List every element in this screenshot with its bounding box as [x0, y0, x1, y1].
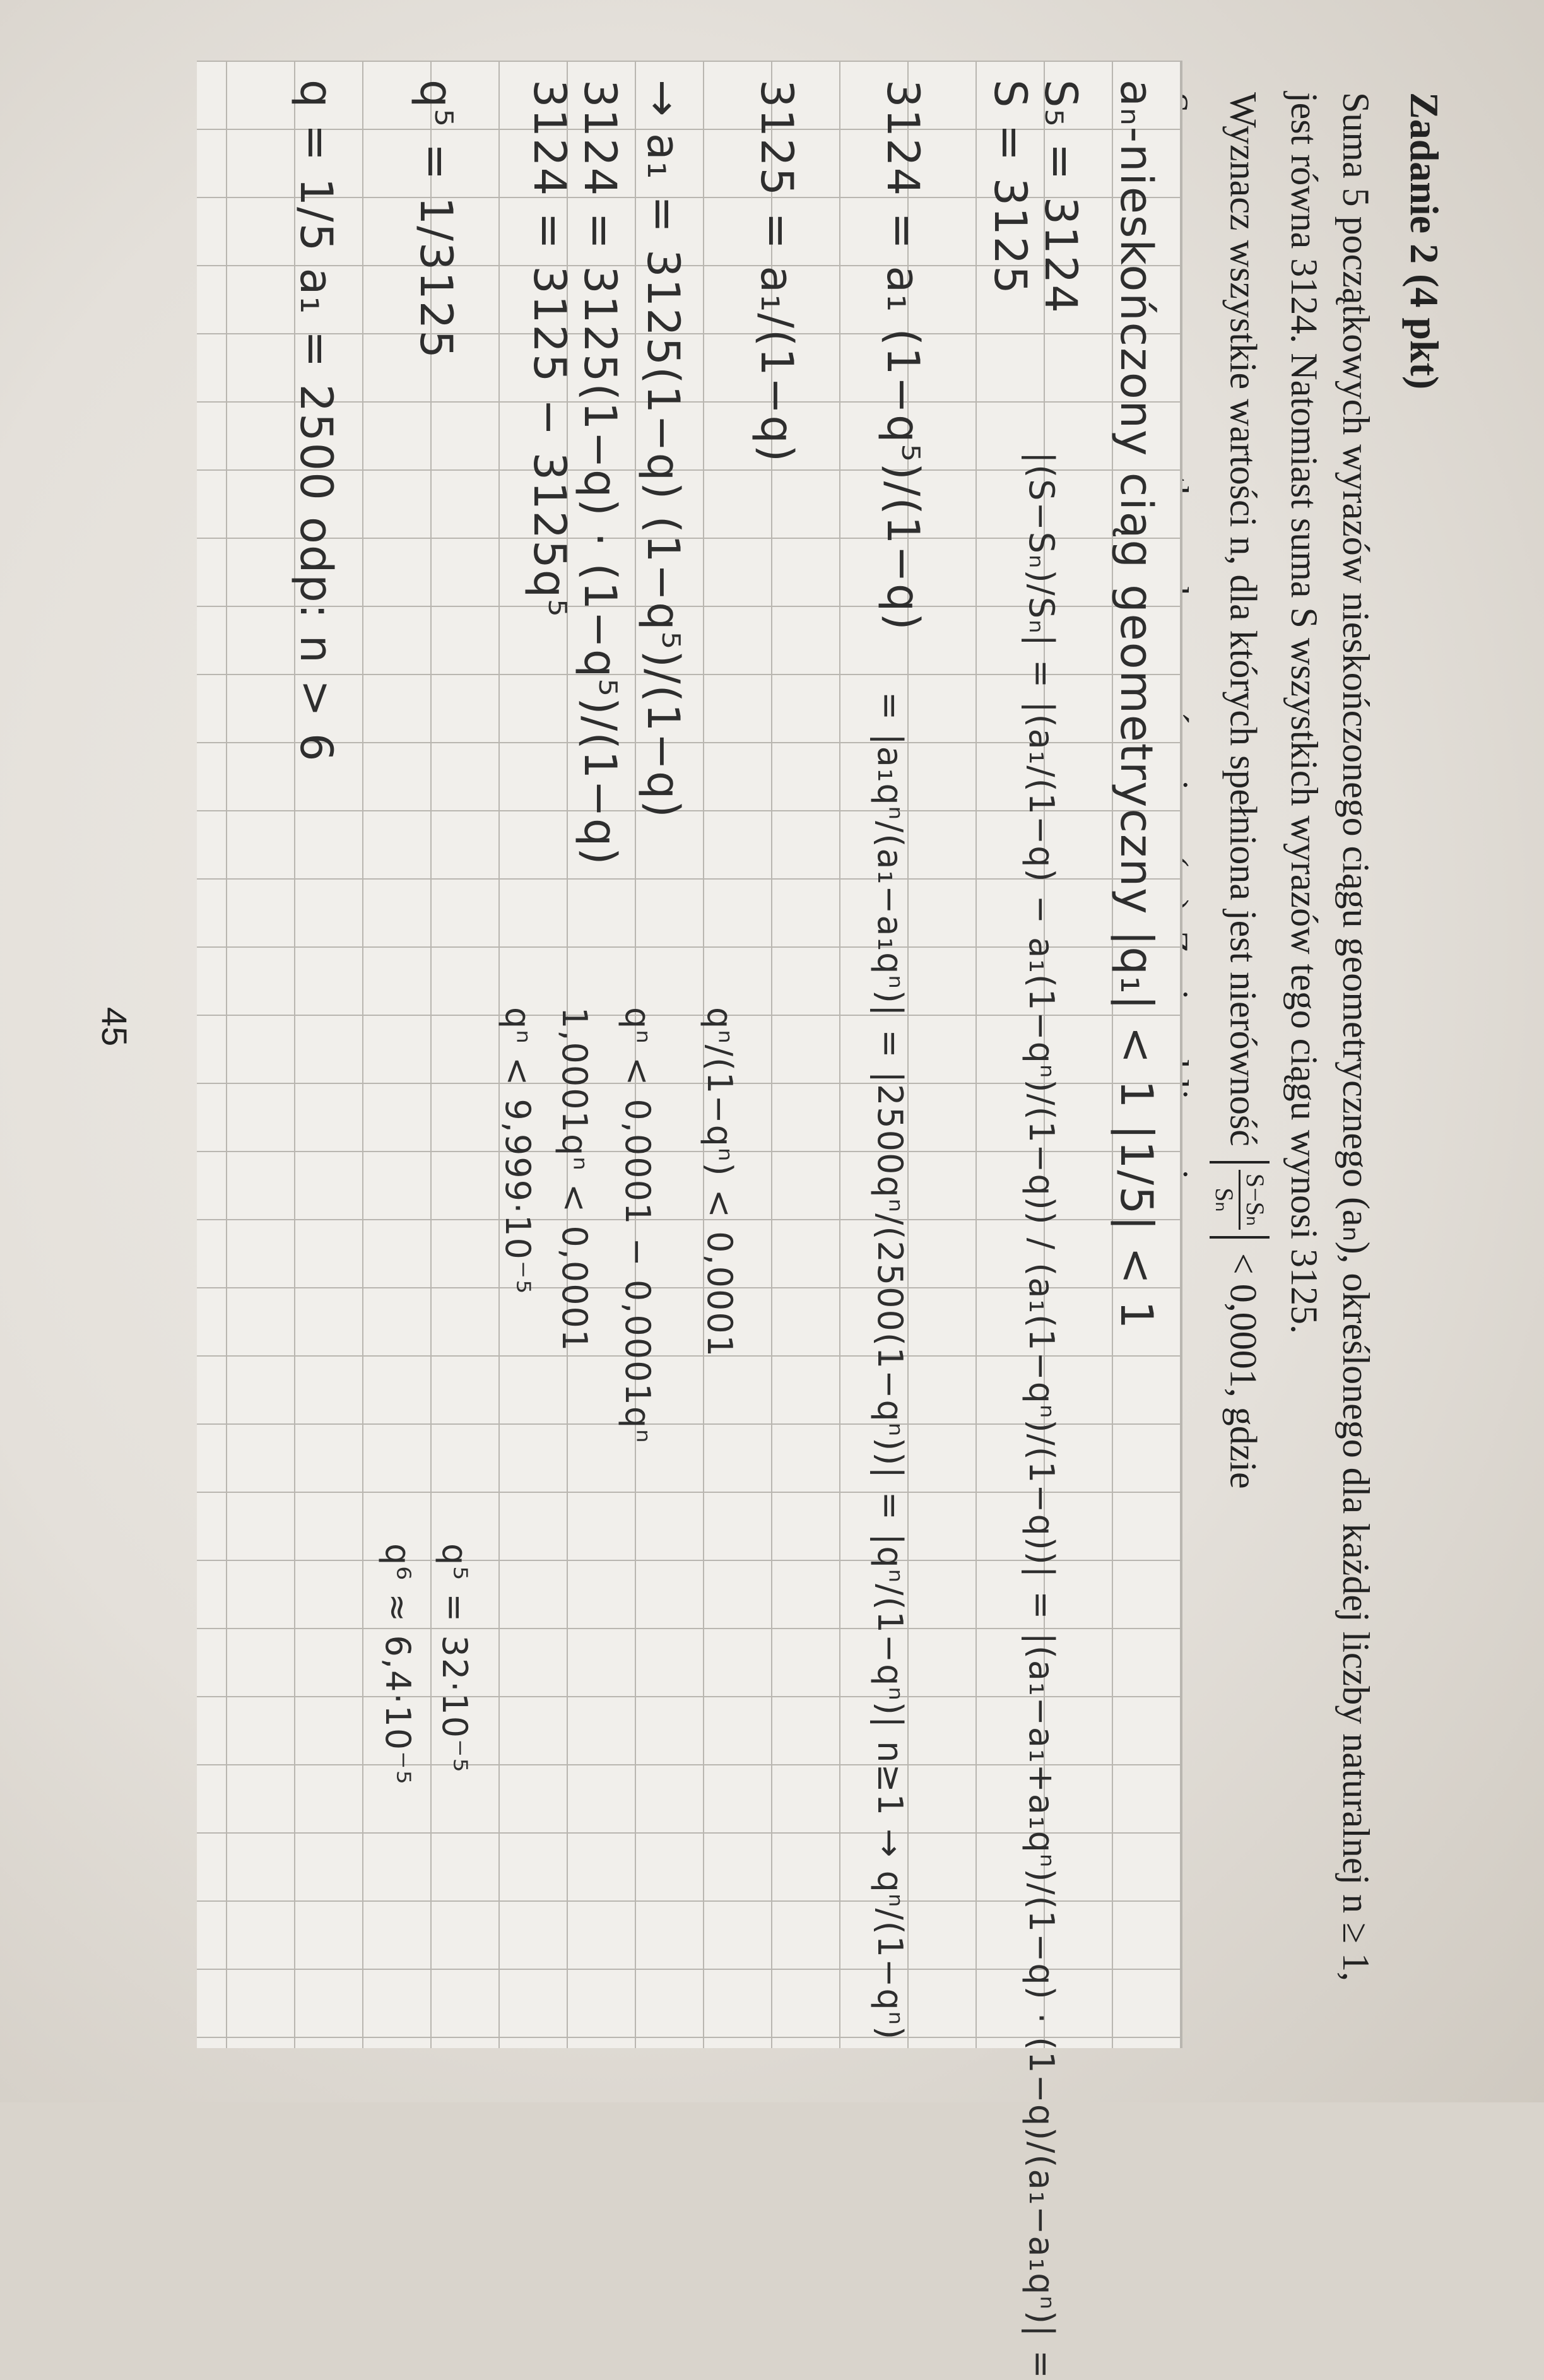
hw-line-12: 3124 = 3125 − 3125q⁵	[524, 80, 575, 618]
inequality-fraction	[1210, 1161, 1270, 1239]
hw-line-13: 1,0001qⁿ < 0,0001	[555, 1007, 594, 1352]
hw-line-10: 3124 = 3125(1−q) · (1−q⁵)/(1−q)	[574, 80, 626, 866]
task-paragraph-2-start: Wyznacz wszystkie wartości n, dla których spełniona jest nierówność	[1222, 92, 1264, 1146]
hw-line-9: qⁿ/(1−qⁿ) < 0,0001	[700, 1007, 740, 1358]
task-title: Zadanie 2 (4 pkt)	[1401, 92, 1447, 2017]
hw-line-6: = |a₁qⁿ/(a₁−a₁qⁿ)| = |2500qⁿ/(2500(1−qⁿ))| = |qⁿ/(1−qⁿ)| n≥1 → qⁿ/(1−qⁿ)	[870, 692, 910, 2041]
page-number: 45	[94, 1007, 135, 1046]
hw-line-18: q = 1/5 a₁ = 2500 odp: n > 6	[290, 80, 342, 763]
hw-line-17: q⁶ ≈ 6,4·10⁻⁵	[378, 1543, 418, 1785]
task-paragraph-1: Suma 5 początkowych wyrazów nieskończonego ciągu geometrycznego (aₙ), określonego dla każdej liczby naturalnej n ≥ 1, jest równa 3124. Natomiast suma S wszystkich wyrazów tego ciągu wynosi 3125.	[1278, 92, 1382, 2017]
task-paragraph-2-end: < 0,0001, gdzie	[1222, 1253, 1264, 1489]
answer-grid	[197, 61, 1182, 2048]
textbook-page	[21, 23, 1523, 2080]
hw-line-16: q⁵ = 32·10⁻⁵	[435, 1543, 474, 1773]
hw-line-3: S = 3125	[984, 80, 1036, 295]
inequality-numerator: S−Sₙ	[1239, 1170, 1270, 1230]
hw-line-15: q⁵ = 1/3125	[410, 80, 462, 360]
hw-line-8: → a₁ = 3125(1−q) (1−q⁵)/(1−q)	[637, 80, 689, 819]
hw-line-4: |(S−Sₙ)/Sₙ| = |(a₁/(1−q) − a₁(1−qⁿ)/(1−q)) / (a₁(1−qⁿ)/(1−q))| = |(a₁−a₁+a₁qⁿ)/(1−q) · (1−q)/(a₁−a₁qⁿ)| =	[1022, 452, 1061, 2380]
hw-line-11: qⁿ < 0,0001 − 0,0001qⁿ	[618, 1007, 657, 1444]
hw-line-2: S₅ = 3124	[1035, 80, 1087, 314]
hw-line-7: 3125 = a₁/(1−q)	[751, 80, 803, 463]
hw-line-14: qⁿ < 9,999·10⁻⁵	[498, 1007, 538, 1295]
printed-task	[1140, 92, 1447, 2017]
hw-line-1: aₙ-nieskończony ciąg geometryczny |q₁| < 1 |1/5| < 1	[1111, 80, 1162, 1330]
task-paragraph-2	[1210, 92, 1270, 2017]
inequality-denominator: Sₙ	[1210, 1187, 1239, 1211]
hw-line-5: 3124 = a₁ (1−q⁵)/(1−q)	[877, 80, 929, 632]
